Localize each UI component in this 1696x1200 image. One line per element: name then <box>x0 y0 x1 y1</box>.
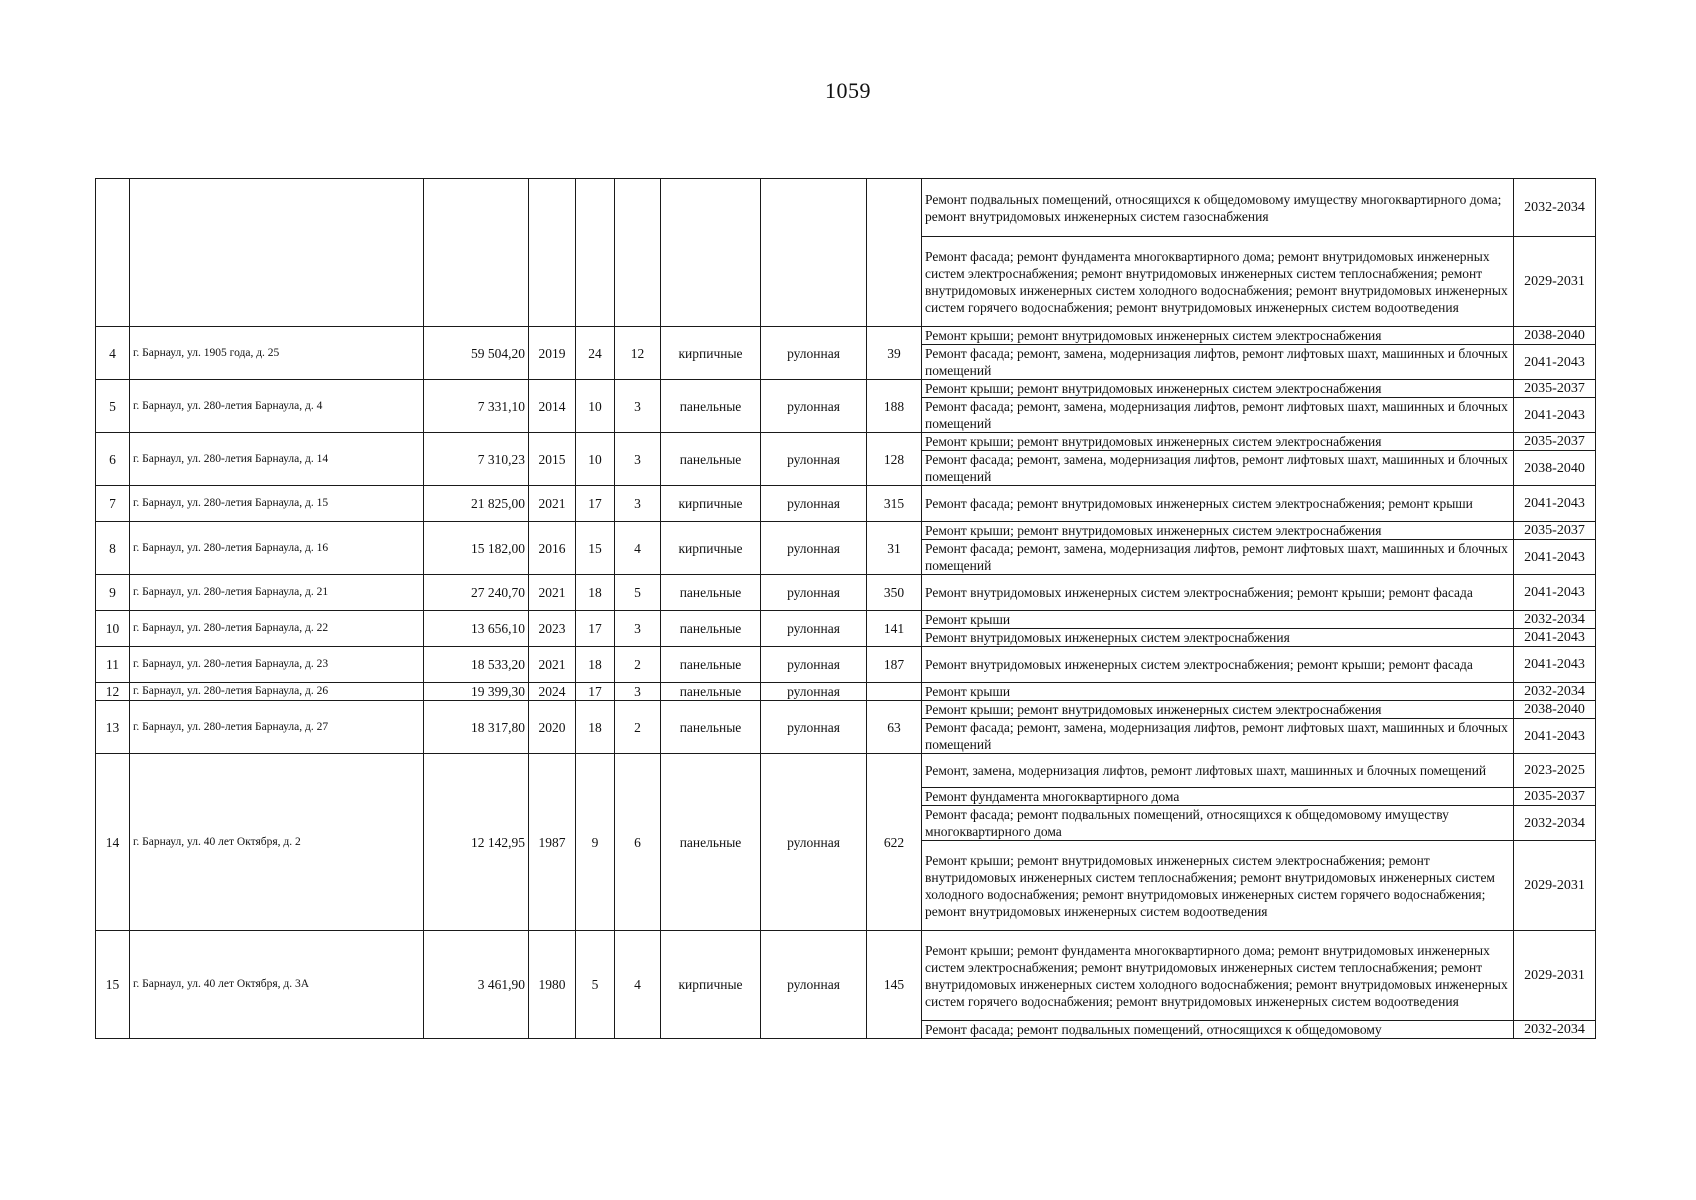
row-number: 13 <box>96 701 130 754</box>
roof-cell: рулонная <box>761 380 867 433</box>
count-cell: 63 <box>867 701 922 754</box>
work-cell: Ремонт фасада; ремонт, замена, модернизация лифтов, ремонт лифтовых шахт, машинных и блочных помещений <box>922 540 1514 575</box>
count-cell: 315 <box>867 486 922 522</box>
repair-schedule-table <box>95 178 1596 1039</box>
area-cell: 3 461,90 <box>424 931 529 1039</box>
entrances-cell: 4 <box>615 931 661 1039</box>
entrances-cell: 5 <box>615 575 661 611</box>
walls-cell: кирпичные <box>661 486 761 522</box>
walls-cell: панельные <box>661 754 761 931</box>
period-cell: 2029-2031 <box>1514 237 1596 327</box>
year-cell <box>529 179 576 327</box>
count-cell: 622 <box>867 754 922 931</box>
count-cell: 188 <box>867 380 922 433</box>
roof-cell: рулонная <box>761 683 867 701</box>
walls-cell: панельные <box>661 701 761 754</box>
num-cell <box>96 179 130 327</box>
year-cell: 2021 <box>529 647 576 683</box>
table-row <box>96 522 1596 540</box>
work-cell: Ремонт фасада; ремонт фундамента многоквартирного дома; ремонт внутридомовых инженерных систем электроснабжения; ремонт внутридомовых инженерных систем теплоснабжения; ремонт внутридомовых инженерных систем холодного водоснабжения; ремонт внутридомовых инженерных систем горячего водоснабжения; ремонт внутридомовых инженерных систем водоотведения <box>922 237 1514 327</box>
area-cell: 59 504,20 <box>424 327 529 380</box>
roof-cell: рулонная <box>761 754 867 931</box>
walls-cell: панельные <box>661 433 761 486</box>
area-cell: 15 182,00 <box>424 522 529 575</box>
work-cell: Ремонт фасада; ремонт подвальных помещений, относящихся к общедомовому <box>922 1021 1514 1039</box>
period-cell: 2035-2037 <box>1514 380 1596 398</box>
row-number: 10 <box>96 611 130 647</box>
roof-cell: рулонная <box>761 931 867 1039</box>
count-cell: 187 <box>867 647 922 683</box>
period-cell: 2041-2043 <box>1514 345 1596 380</box>
period-cell: 2041-2043 <box>1514 486 1596 522</box>
count-cell: 350 <box>867 575 922 611</box>
floors-cell: 5 <box>576 931 615 1039</box>
floors-cell <box>576 179 615 327</box>
roof-cell: рулонная <box>761 327 867 380</box>
count-cell <box>867 683 922 701</box>
work-cell: Ремонт крыши; ремонт внутридомовых инженерных систем электроснабжения <box>922 380 1514 398</box>
work-cell: Ремонт крыши; ремонт фундамента многоквартирного дома; ремонт внутридомовых инженерных систем электроснабжения; ремонт внутридомовых инженерных систем теплоснабжения; ремонт внутридомовых инженерных систем холодного водоснабжения; ремонт внутридомовых инженерных систем горячего водоснабжения; ремонт внутридомовых инженерных систем водоотведения <box>922 931 1514 1021</box>
address-cell: г. Барнаул, ул. 280-летия Барнаула, д. 22 <box>130 611 424 647</box>
period-cell: 2032-2034 <box>1514 179 1596 237</box>
table-row <box>96 701 1596 719</box>
address-cell: г. Барнаул, ул. 280-летия Барнаула, д. 4 <box>130 380 424 433</box>
walls-cell: панельные <box>661 380 761 433</box>
work-cell: Ремонт крыши; ремонт внутридомовых инженерных систем электроснабжения <box>922 522 1514 540</box>
year-cell: 2014 <box>529 380 576 433</box>
year-cell: 2021 <box>529 486 576 522</box>
period-cell: 2038-2040 <box>1514 701 1596 719</box>
floors-cell: 9 <box>576 754 615 931</box>
address-cell: г. Барнаул, ул. 1905 года, д. 25 <box>130 327 424 380</box>
table-row <box>96 683 1596 701</box>
row-number: 7 <box>96 486 130 522</box>
row-number: 11 <box>96 647 130 683</box>
period-cell: 2035-2037 <box>1514 433 1596 451</box>
table-row <box>96 575 1596 611</box>
row-number: 14 <box>96 754 130 931</box>
walls-cell: кирпичные <box>661 327 761 380</box>
period-cell: 2041-2043 <box>1514 647 1596 683</box>
work-cell: Ремонт подвальных помещений, относящихся к общедомовому имуществу многоквартирного дома; ремонт внутридомовых инженерных систем газоснабжения <box>922 179 1514 237</box>
period-cell: 2029-2031 <box>1514 931 1596 1021</box>
floors-cell: 17 <box>576 683 615 701</box>
work-cell: Ремонт внутридомовых инженерных систем электроснабжения; ремонт крыши; ремонт фасада <box>922 647 1514 683</box>
table-row <box>96 433 1596 451</box>
table-body <box>96 179 1596 1039</box>
period-cell: 2041-2043 <box>1514 629 1596 647</box>
row-number: 15 <box>96 931 130 1039</box>
period-cell: 2032-2034 <box>1514 806 1596 841</box>
address-cell: г. Барнаул, ул. 40 лет Октября, д. 2 <box>130 754 424 931</box>
count-cell: 141 <box>867 611 922 647</box>
walls-cell: панельные <box>661 683 761 701</box>
floors-cell: 18 <box>576 701 615 754</box>
address-cell: г. Барнаул, ул. 280-летия Барнаула, д. 23 <box>130 647 424 683</box>
year-cell: 2023 <box>529 611 576 647</box>
table-row <box>96 931 1596 1021</box>
floors-cell: 18 <box>576 575 615 611</box>
entrances-cell: 3 <box>615 486 661 522</box>
period-cell: 2041-2043 <box>1514 575 1596 611</box>
area-cell: 13 656,10 <box>424 611 529 647</box>
period-cell: 2041-2043 <box>1514 398 1596 433</box>
roof-cell <box>761 179 867 327</box>
address-cell: г. Барнаул, ул. 280-летия Барнаула, д. 15 <box>130 486 424 522</box>
address-cell: г. Барнаул, ул. 40 лет Октября, д. 3А <box>130 931 424 1039</box>
work-cell: Ремонт фасада; ремонт, замена, модернизация лифтов, ремонт лифтовых шахт, машинных и блочных помещений <box>922 451 1514 486</box>
year-cell: 1987 <box>529 754 576 931</box>
year-cell: 2015 <box>529 433 576 486</box>
area-cell: 21 825,00 <box>424 486 529 522</box>
year-cell: 2021 <box>529 575 576 611</box>
work-cell: Ремонт фасада; ремонт подвальных помещений, относящихся к общедомовому имуществу многоквартирного дома <box>922 806 1514 841</box>
area-cell: 27 240,70 <box>424 575 529 611</box>
floors-cell: 10 <box>576 380 615 433</box>
floors-cell: 17 <box>576 486 615 522</box>
table-row <box>96 647 1596 683</box>
roof-cell: рулонная <box>761 611 867 647</box>
work-cell: Ремонт крыши; ремонт внутридомовых инженерных систем электроснабжения <box>922 433 1514 451</box>
area-cell: 12 142,95 <box>424 754 529 931</box>
area-cell <box>424 179 529 327</box>
entrances-cell: 3 <box>615 433 661 486</box>
count-cell <box>867 179 922 327</box>
address-cell: г. Барнаул, ул. 280-летия Барнаула, д. 26 <box>130 683 424 701</box>
count-cell: 31 <box>867 522 922 575</box>
period-cell: 2032-2034 <box>1514 611 1596 629</box>
address-cell <box>130 179 424 327</box>
row-number: 8 <box>96 522 130 575</box>
period-cell: 2023-2025 <box>1514 754 1596 788</box>
row-number: 9 <box>96 575 130 611</box>
count-cell: 128 <box>867 433 922 486</box>
period-cell: 2032-2034 <box>1514 1021 1596 1039</box>
entrances-cell: 3 <box>615 611 661 647</box>
count-cell: 145 <box>867 931 922 1039</box>
roof-cell: рулонная <box>761 486 867 522</box>
period-cell: 2035-2037 <box>1514 788 1596 806</box>
area-cell: 7 331,10 <box>424 380 529 433</box>
work-cell: Ремонт фасада; ремонт внутридомовых инженерных систем электроснабжения; ремонт крыши <box>922 486 1514 522</box>
year-cell: 1980 <box>529 931 576 1039</box>
address-cell: г. Барнаул, ул. 280-летия Барнаула, д. 16 <box>130 522 424 575</box>
roof-cell: рулонная <box>761 522 867 575</box>
row-number: 12 <box>96 683 130 701</box>
entrances-cell: 2 <box>615 647 661 683</box>
entrances-cell: 3 <box>615 380 661 433</box>
work-cell: Ремонт крыши; ремонт внутридомовых инженерных систем электроснабжения <box>922 701 1514 719</box>
year-cell: 2024 <box>529 683 576 701</box>
table-row <box>96 754 1596 788</box>
work-cell: Ремонт крыши; ремонт внутридомовых инженерных систем электроснабжения; ремонт внутридомовых инженерных систем теплоснабжения; ремонт внутридомовых инженерных систем холодного водоснабжения; ремонт внутридомовых инженерных систем горячего водоснабжения; ремонт внутридомовых инженерных систем водоотведения <box>922 841 1514 931</box>
area-cell: 19 399,30 <box>424 683 529 701</box>
work-cell: Ремонт фасада; ремонт, замена, модернизация лифтов, ремонт лифтовых шахт, машинных и блочных помещений <box>922 398 1514 433</box>
count-cell: 39 <box>867 327 922 380</box>
area-cell: 7 310,23 <box>424 433 529 486</box>
work-cell: Ремонт внутридомовых инженерных систем электроснабжения; ремонт крыши; ремонт фасада <box>922 575 1514 611</box>
period-cell: 2035-2037 <box>1514 522 1596 540</box>
roof-cell: рулонная <box>761 647 867 683</box>
entrances-cell: 2 <box>615 701 661 754</box>
period-cell: 2041-2043 <box>1514 540 1596 575</box>
work-cell: Ремонт крыши; ремонт внутридомовых инженерных систем электроснабжения <box>922 327 1514 345</box>
entrances-cell: 12 <box>615 327 661 380</box>
floors-cell: 18 <box>576 647 615 683</box>
roof-cell: рулонная <box>761 701 867 754</box>
floors-cell: 10 <box>576 433 615 486</box>
roof-cell: рулонная <box>761 575 867 611</box>
walls-cell: кирпичные <box>661 931 761 1039</box>
walls-cell: панельные <box>661 575 761 611</box>
walls-cell: кирпичные <box>661 522 761 575</box>
period-cell: 2041-2043 <box>1514 719 1596 754</box>
row-number: 6 <box>96 433 130 486</box>
period-cell: 2038-2040 <box>1514 451 1596 486</box>
work-cell: Ремонт крыши <box>922 611 1514 629</box>
table-row <box>96 486 1596 522</box>
year-cell: 2019 <box>529 327 576 380</box>
table-row <box>96 179 1596 237</box>
work-cell: Ремонт внутридомовых инженерных систем электроснабжения <box>922 629 1514 647</box>
page-number: 1059 <box>825 78 871 103</box>
row-number: 5 <box>96 380 130 433</box>
address-cell: г. Барнаул, ул. 280-летия Барнаула, д. 14 <box>130 433 424 486</box>
floors-cell: 24 <box>576 327 615 380</box>
entrances-cell: 4 <box>615 522 661 575</box>
floors-cell: 17 <box>576 611 615 647</box>
floors-cell: 15 <box>576 522 615 575</box>
area-cell: 18 533,20 <box>424 647 529 683</box>
address-cell: г. Барнаул, ул. 280-летия Барнаула, д. 21 <box>130 575 424 611</box>
walls-cell <box>661 179 761 327</box>
table-row <box>96 611 1596 629</box>
work-cell: Ремонт фундамента многоквартирного дома <box>922 788 1514 806</box>
entrances-cell <box>615 179 661 327</box>
area-cell: 18 317,80 <box>424 701 529 754</box>
work-cell: Ремонт фасада; ремонт, замена, модернизация лифтов, ремонт лифтовых шахт, машинных и блочных помещений <box>922 719 1514 754</box>
period-cell: 2029-2031 <box>1514 841 1596 931</box>
period-cell: 2032-2034 <box>1514 683 1596 701</box>
entrances-cell: 3 <box>615 683 661 701</box>
roof-cell: рулонная <box>761 433 867 486</box>
table-row <box>96 380 1596 398</box>
year-cell: 2016 <box>529 522 576 575</box>
row-number: 4 <box>96 327 130 380</box>
entrances-cell: 6 <box>615 754 661 931</box>
year-cell: 2020 <box>529 701 576 754</box>
work-cell: Ремонт, замена, модернизация лифтов, ремонт лифтовых шахт, машинных и блочных помещений <box>922 754 1514 788</box>
table-row <box>96 327 1596 345</box>
work-cell: Ремонт фасада; ремонт, замена, модернизация лифтов, ремонт лифтовых шахт, машинных и блочных помещений <box>922 345 1514 380</box>
walls-cell: панельные <box>661 647 761 683</box>
address-cell: г. Барнаул, ул. 280-летия Барнаула, д. 27 <box>130 701 424 754</box>
walls-cell: панельные <box>661 611 761 647</box>
work-cell: Ремонт крыши <box>922 683 1514 701</box>
period-cell: 2038-2040 <box>1514 327 1596 345</box>
